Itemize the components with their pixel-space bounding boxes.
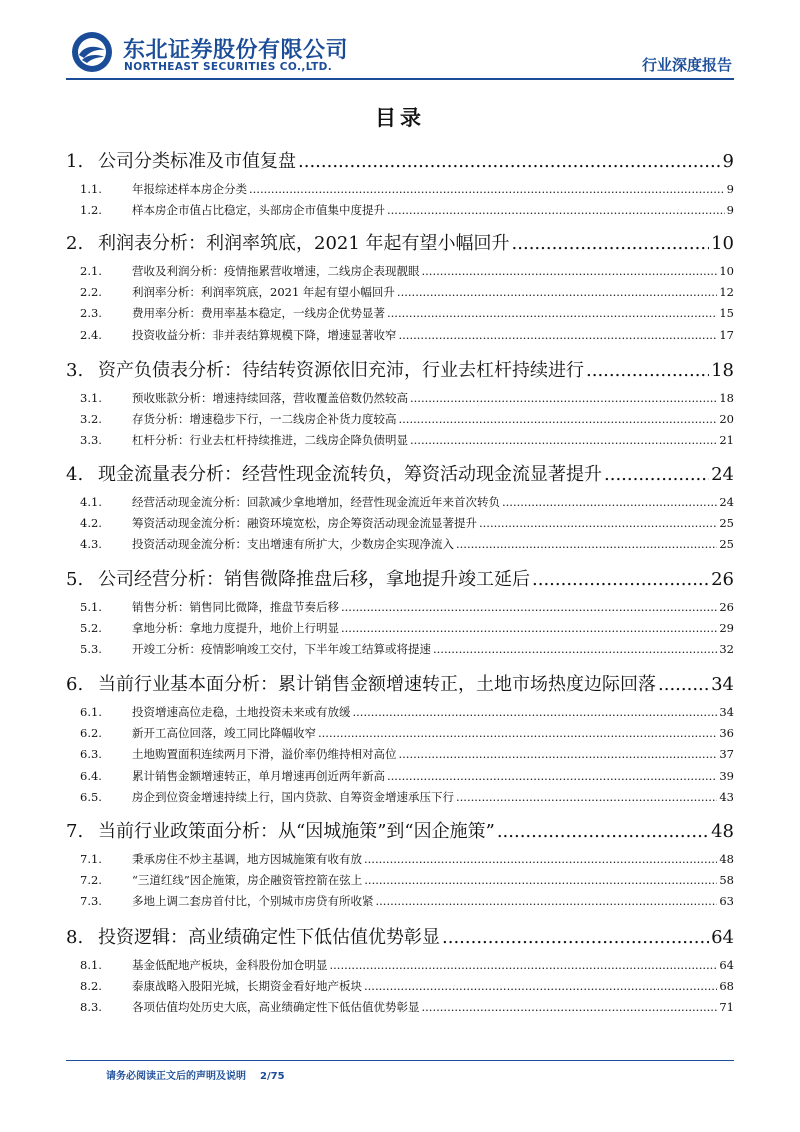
toc-entry-title: 各项估值均处历史大底，高业绩确定性下低估值优势彰显	[132, 1000, 420, 1015]
toc-entry-title: 当前行业基本面分析：累计销售金额增速转正，土地市场热度边际回落	[98, 674, 656, 695]
toc-entry-number: 4.1.	[80, 495, 102, 509]
toc-subsection-2-2[interactable]	[66, 284, 734, 300]
toc-entry-title: 预收账款分析：增速持续回落，营收覆盖倍数仍然较高	[132, 391, 408, 405]
toc-entry-number: 1.2.	[80, 203, 102, 218]
toc-leader-dots	[586, 360, 709, 381]
toc-entry-page: 64	[719, 958, 734, 972]
toc-entry-page: 10	[719, 264, 734, 278]
toc-entry-page: 71	[719, 1000, 734, 1015]
toc-entry-title: 存货分析：增速稳步下行，一二线房企补货力度较高	[132, 412, 397, 427]
toc-entry-number: 8.2.	[80, 979, 102, 994]
toc-leader-dots	[341, 600, 717, 614]
toc-leader-dots	[497, 821, 709, 842]
toc-entry-title: 筹资活动现金流分析：融资环境宽松，房企筹资活动现金流显著提升	[132, 516, 477, 531]
toc-entry-number: 6.4.	[80, 768, 102, 783]
footer-divider	[66, 1060, 734, 1061]
toc-entry-page: 9	[726, 203, 734, 218]
toc-subsection-5-3[interactable]	[66, 641, 734, 657]
toc-leader-dots	[387, 203, 725, 217]
toc-entry-number: 4.3.	[80, 537, 102, 552]
toc-subsection-6-1[interactable]	[66, 704, 734, 720]
toc-entry-title: 房企到位资金增速持续上行，国内贷款、自筹资金增速承压下行	[132, 789, 454, 804]
toc-subsection-2-1[interactable]	[66, 263, 734, 279]
toc-entry-number: 7.2.	[80, 873, 102, 888]
toc-entry-page: 24	[719, 495, 734, 509]
toc-entry-number: 2.	[66, 233, 84, 254]
toc-entry-page: 63	[719, 894, 734, 909]
toc-entry-title: 土地购置面积连续两月下滑，溢价率仍维持相对高位	[132, 747, 397, 762]
toc-entry-title: 公司分类标准及市值复盘	[98, 151, 296, 172]
toc-entry-page: 36	[719, 726, 734, 741]
toc-leader-dots	[456, 537, 717, 551]
toc-subsection-3-3[interactable]	[66, 432, 734, 448]
company-name-cn: 东北证券股份有限公司	[123, 38, 349, 63]
toc-entry-number: 3.1.	[80, 391, 102, 405]
company-name-en: NORTHEAST SECURITIES CO.,LTD.	[124, 61, 333, 73]
toc-entry-title: 年报综述样本房企分类	[132, 182, 247, 196]
toc-entry-page: 48	[711, 821, 734, 842]
toc-leader-dots	[399, 328, 718, 342]
toc-entry-number: 2.1.	[80, 264, 102, 278]
toc-entry-page: 32	[719, 642, 734, 657]
toc-entry-number: 7.1.	[80, 852, 102, 866]
toc-section-8[interactable]	[66, 923, 734, 949]
toc-leader-dots	[364, 852, 717, 866]
toc-leader-dots	[532, 569, 709, 590]
toc-entry-page: 48	[719, 852, 734, 866]
report-type-label: 行业深度报告	[641, 56, 732, 74]
toc-leader-dots	[298, 151, 721, 172]
toc-subsection-3-1[interactable]	[66, 390, 734, 406]
toc-section-7[interactable]	[66, 817, 734, 843]
toc-leader-dots	[442, 927, 709, 948]
toc-entry-page: 58	[719, 873, 734, 888]
toc-subsection-4-3[interactable]	[66, 536, 734, 552]
toc-leader-dots	[479, 516, 717, 530]
toc-subsection-7-3[interactable]	[66, 893, 734, 909]
toc-leader-dots	[318, 726, 717, 740]
toc-entry-number: 5.3.	[80, 642, 102, 657]
toc-leader-dots	[410, 433, 717, 447]
toc-entry-number: 5.	[66, 569, 84, 590]
toc-entry-number: 4.	[66, 464, 84, 485]
toc-leader-dots	[387, 769, 717, 783]
toc-entry-title: 杠杆分析：行业去杠杆持续推进，二线房企降负债明显	[132, 433, 408, 448]
toc-entry-page: 43	[719, 789, 734, 804]
toc-subsection-6-2[interactable]	[66, 725, 734, 741]
toc-leader-dots	[399, 412, 718, 426]
toc-subsection-5-2[interactable]	[66, 620, 734, 636]
toc-entry-page: 15	[719, 306, 734, 321]
toc-entry-number: 8.1.	[80, 958, 102, 972]
page-number: 2/75	[260, 1071, 285, 1082]
toc-entry-title: 利润率分析：利润率筑底，2021 年起有望小幅回升	[132, 285, 395, 300]
toc-entry-number: 5.2.	[80, 621, 102, 636]
toc-entry-page: 39	[719, 768, 734, 783]
toc-leader-dots	[364, 979, 717, 993]
toc-entry-page: 29	[719, 621, 734, 636]
toc-entry-page: 37	[719, 747, 734, 762]
toc-entry-title: 开竣工分析：疫情影响竣工交付，下半年竣工结算或将提速	[132, 642, 431, 657]
footer-disclaimer: 请务必阅读正文后的声明及说明	[106, 1071, 246, 1082]
toc-entry-page: 18	[719, 391, 734, 405]
toc-entry-page: 26	[719, 600, 734, 614]
toc-entry-title: 投资收益分析：非并表结算规模下降，增速显著收窄	[132, 327, 397, 342]
toc-subsection-2-3[interactable]	[66, 305, 734, 321]
toc-entry-title: 秉承房住不炒主基调，地方因城施策有收有放	[132, 852, 362, 866]
toc-entry-page: 64	[711, 927, 734, 948]
toc-leader-dots	[512, 233, 710, 254]
toc-entry-number: 2.4.	[80, 327, 102, 342]
toc-subsection-4-1[interactable]	[66, 494, 734, 510]
page-header	[0, 0, 800, 80]
toc-entry-title: 拿地分析：拿地力度提升，地价上行明显	[132, 621, 339, 636]
toc-subsection-8-2[interactable]	[66, 978, 734, 994]
toc-entry-page: 68	[719, 979, 734, 994]
toc-entry-page: 9	[722, 151, 734, 172]
toc-entry-page: 34	[711, 674, 734, 695]
toc-entry-page: 24	[711, 464, 734, 485]
toc-leader-dots	[422, 1000, 718, 1014]
page-footer	[106, 1067, 285, 1082]
toc-section-3[interactable]	[66, 356, 734, 382]
toc-leader-dots	[376, 894, 718, 908]
toc-entry-title: 利润表分析：利润率筑底，2021 年起有望小幅回升	[98, 233, 510, 254]
toc-entry-page: 20	[719, 412, 734, 427]
toc-leader-dots	[353, 705, 718, 719]
toc-section-4[interactable]	[66, 460, 734, 486]
toc-entry-title: 累计销售金额增速转正，单月增速再创近两年新高	[132, 768, 385, 783]
toc-entry-title: 新开工高位回落，竣工同比降幅收窄	[132, 726, 316, 741]
toc-subsection-1-1[interactable]	[66, 181, 734, 197]
toc-leader-dots	[410, 391, 717, 405]
toc-entry-page: 25	[719, 537, 734, 552]
toc-subsection-6-4[interactable]	[66, 768, 734, 784]
toc-entry-page: 9	[726, 182, 734, 196]
toc-section-1[interactable]	[66, 147, 734, 173]
toc-entry-title: 样本房企市值占比稳定，头部房企市值集中度提升	[132, 203, 385, 218]
toc-leader-dots	[249, 182, 725, 196]
toc-entry-title: 基金低配地产板块，金科股份加仓明显	[132, 958, 328, 972]
toc-leader-dots	[433, 642, 717, 656]
toc-subsection-6-3[interactable]	[66, 746, 734, 762]
toc-entry-number: 2.2.	[80, 285, 102, 300]
toc-entry-title: 泰康战略入股阳光城，长期资金看好地产板块	[132, 979, 362, 994]
toc-entry-number: 7.3.	[80, 894, 102, 909]
toc-entry-number: 1.1.	[80, 182, 102, 196]
toc-entry-title: 多地上调二套房首付比，个别城市房贷有所收紧	[132, 894, 374, 909]
toc-entry-page: 34	[719, 705, 734, 719]
toc-entry-number: 6.	[66, 674, 84, 695]
toc-subsection-7-2[interactable]	[66, 872, 734, 888]
toc-subsection-2-4[interactable]	[66, 327, 734, 343]
toc-leader-dots	[502, 495, 717, 509]
toc-leader-dots	[364, 873, 717, 887]
toc-subsection-8-3[interactable]	[66, 999, 734, 1015]
toc-entry-number: 4.2.	[80, 516, 102, 531]
toc-subsection-8-1[interactable]	[66, 957, 734, 973]
toc-subsection-6-5[interactable]	[66, 789, 734, 805]
toc-entry-number: 8.	[66, 927, 84, 948]
toc-entry-number: 6.5.	[80, 789, 102, 804]
toc-entry-number: 8.3.	[80, 1000, 102, 1015]
toc-leader-dots	[330, 958, 718, 972]
toc-leader-dots	[397, 285, 717, 299]
toc-entry-title: 投资增速高位走稳，土地投资未来或有放缓	[132, 705, 351, 719]
toc-leader-dots	[456, 790, 717, 804]
toc-entry-page: 10	[711, 233, 734, 254]
header-divider	[66, 78, 734, 80]
toc-entry-title: 资产负债表分析：待结转资源依旧充沛，行业去杠杆持续进行	[98, 360, 584, 381]
toc-entry-title: 现金流量表分析：经营性现金流转负，筹资活动现金流显著提升	[98, 464, 602, 485]
toc-section-2[interactable]	[66, 229, 734, 255]
toc-entry-number: 7.	[66, 821, 84, 842]
toc-subsection-3-2[interactable]	[66, 411, 734, 427]
toc-entry-number: 6.2.	[80, 726, 102, 741]
toc-section-5[interactable]	[66, 565, 734, 591]
company-logo-icon	[70, 30, 114, 74]
toc-entry-title: 经营活动现金流分析：回款减少拿地增加，经营性现金流近年来首次转负	[132, 495, 500, 509]
toc-entry-number: 6.1.	[80, 705, 102, 719]
toc-leader-dots	[604, 464, 709, 485]
toc-section-6[interactable]	[66, 670, 734, 696]
toc-entry-page: 18	[711, 360, 734, 381]
toc-entry-number: 3.	[66, 360, 84, 381]
toc-entry-page: 17	[719, 327, 734, 342]
toc-entry-page: 12	[719, 285, 734, 300]
toc-entry-title: 投资逻辑：高业绩确定性下低估值优势彰显	[98, 927, 440, 948]
toc-entry-title: 投资活动现金流分析：支出增速有所扩大，少数房企实现净流入	[132, 537, 454, 552]
toc-entry-number: 3.3.	[80, 433, 102, 448]
toc-entry-number: 1.	[66, 151, 84, 172]
toc-entry-title: “三道红线”因企施策，房企融资管控箭在弦上	[132, 873, 363, 888]
toc-entry-number: 2.3.	[80, 306, 102, 321]
toc-entry-page: 21	[719, 433, 734, 448]
toc-leader-dots	[341, 621, 717, 635]
toc-subsection-5-1[interactable]	[66, 599, 734, 615]
toc-entry-page: 26	[711, 569, 734, 590]
toc-subsection-1-2[interactable]	[66, 202, 734, 218]
toc-subsection-4-2[interactable]	[66, 515, 734, 531]
toc-heading: 目录	[375, 105, 425, 130]
toc-entry-number: 3.2.	[80, 412, 102, 427]
toc-leader-dots	[658, 674, 709, 695]
toc-entry-page: 25	[719, 516, 734, 531]
toc-entry-title: 当前行业政策面分析：从“因城施策”到“因企施策”	[98, 821, 495, 842]
toc-entry-title: 销售分析：销售同比微降，推盘节奏后移	[132, 600, 339, 614]
toc-entry-number: 5.1.	[80, 600, 102, 614]
toc-entry-title: 公司经营分析：销售微降推盘后移，拿地提升竣工延后	[98, 569, 530, 590]
toc-entry-number: 6.3.	[80, 747, 102, 762]
toc-subsection-7-1[interactable]	[66, 851, 734, 867]
toc-entry-title: 费用率分析：费用率基本稳定，一线房企优势显著	[132, 306, 385, 321]
toc-leader-dots	[399, 747, 718, 761]
toc-leader-dots	[387, 306, 717, 320]
toc-entry-title: 营收及利润分析：疫情拖累营收增速，二线房企表现靓眼	[132, 264, 420, 278]
toc-leader-dots	[422, 264, 718, 278]
